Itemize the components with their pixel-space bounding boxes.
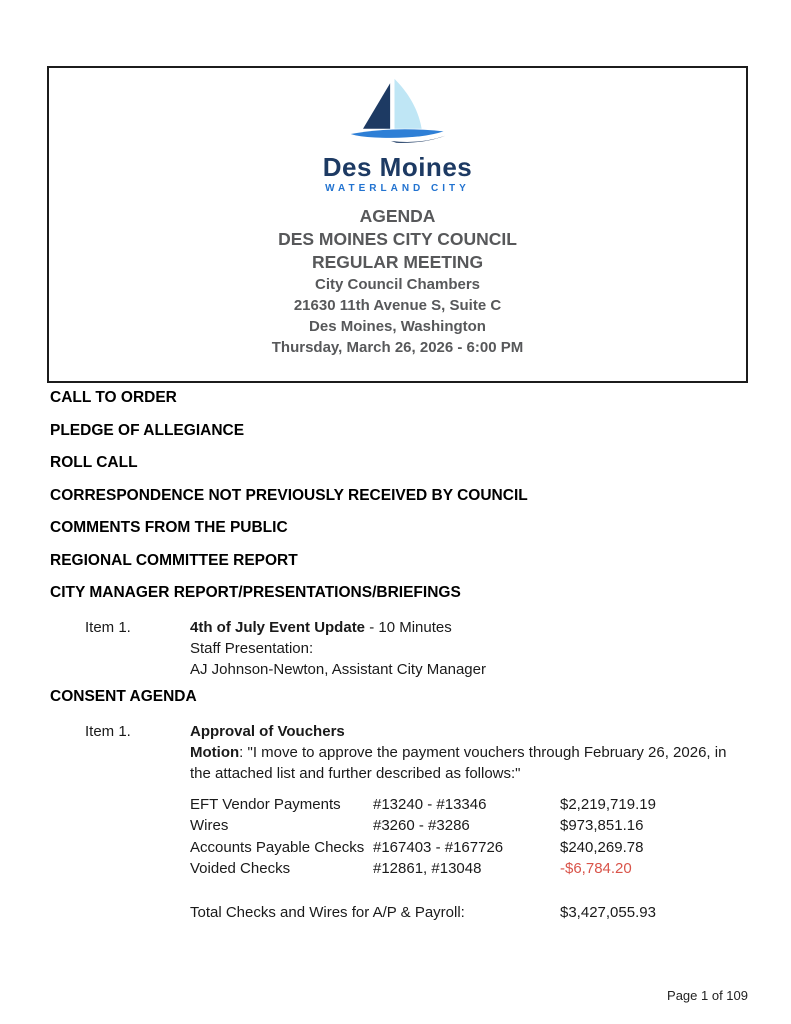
item-number-label: Item 1. (85, 722, 131, 740)
document-titles (49, 205, 746, 358)
doc-title-agenda: AGENDA (359, 206, 436, 226)
item-title-line (190, 617, 748, 638)
voucher-table (190, 794, 748, 880)
item-title: Approval of Vouchers (190, 722, 345, 740)
agenda-body (50, 389, 748, 923)
city-logo (49, 78, 746, 195)
voucher-row-ap-checks (190, 837, 748, 859)
section-roll-call: ROLL CALL (50, 454, 138, 471)
section-public-comments: COMMENTS FROM THE PUBLIC (50, 519, 288, 536)
section-call-to-order: CALL TO ORDER (50, 389, 177, 406)
logo-tagline: WATERLAND CITY (325, 183, 470, 194)
staff-presenter-name: AJ Johnson-Newton, Assistant City Manager (190, 660, 486, 678)
voucher-total-label: Total Checks and Wires for A/P & Payroll: (190, 903, 465, 921)
item-duration: - 10 Minutes (365, 618, 452, 636)
voucher-number-range: #12861, #13048 (373, 860, 482, 877)
voucher-number-range: #3260 - #3286 (373, 817, 470, 834)
voucher-amount: $973,851.16 (560, 817, 644, 834)
logo-city-name: Des Moines (322, 152, 473, 182)
section-correspondence: CORRESPONDENCE NOT PREVIOUSLY RECEIVED BY COUNCIL (50, 486, 528, 504)
voucher-number-range: #13240 - #13346 (373, 795, 487, 813)
section-regional-committee-report: REGIONAL COMMITTEE REPORT (50, 551, 298, 569)
city-manager-item-1 (50, 617, 748, 680)
voucher-row-eft (190, 794, 748, 816)
voucher-type: EFT Vendor Payments (190, 795, 341, 813)
sailboat-icon (340, 78, 456, 148)
section-city-manager-report: CITY MANAGER REPORT/PRESENTATIONS/BRIEFINGS (50, 584, 461, 601)
voucher-type: Wires (190, 817, 229, 834)
doc-title-council: DES MOINES CITY COUNCIL (278, 229, 517, 249)
letterhead-box (47, 66, 748, 383)
venue-city: Des Moines, Washington (309, 318, 486, 335)
motion-text: : "I move to approve the payment vouchers through February 26, 2026, in the attached list and further described as follows:" (190, 743, 727, 782)
sailboat-light-sail (394, 79, 421, 129)
doc-title-meeting-type: REGULAR MEETING (311, 252, 484, 272)
voucher-row-voided-checks (190, 858, 748, 880)
venue-name: City Council Chambers (314, 276, 481, 293)
voucher-total-amount: $3,427,055.93 (560, 903, 656, 921)
section-pledge-of-allegiance: PLEDGE OF ALLEGIANCE (50, 421, 245, 439)
voucher-type: Voided Checks (190, 860, 291, 877)
item-title: 4th of July Event Update (190, 618, 366, 636)
meeting-datetime: Thursday, March 26, 2026 - 6:00 PM (271, 339, 524, 356)
voucher-total-row (190, 902, 748, 923)
voucher-row-wires (190, 815, 748, 837)
item-number-label: Item 1. (85, 618, 131, 636)
voucher-amount: $240,269.78 (560, 838, 644, 856)
motion-paragraph (190, 742, 748, 784)
page-number-indicator: Page 1 of 109 (667, 988, 748, 1003)
sailboat-dark-sail (363, 83, 390, 129)
sailboat-wave (350, 129, 443, 138)
consent-agenda-item-1 (50, 721, 748, 923)
item-row (50, 721, 748, 923)
staff-presentation-label: Staff Presentation: (190, 639, 314, 657)
voucher-number-range: #167403 - #167726 (373, 838, 504, 856)
item-row (50, 617, 748, 680)
voucher-amount-negative: -$6,784.20 (560, 860, 632, 877)
voucher-amount: $2,219,719.19 (560, 795, 656, 813)
motion-label: Motion (190, 743, 240, 761)
venue-address: 21630 11th Avenue S, Suite C (293, 297, 502, 314)
section-consent-agenda: CONSENT AGENDA (50, 687, 197, 705)
item-content (190, 617, 748, 680)
item-content (190, 721, 748, 923)
voucher-type: Accounts Payable Checks (190, 838, 365, 856)
